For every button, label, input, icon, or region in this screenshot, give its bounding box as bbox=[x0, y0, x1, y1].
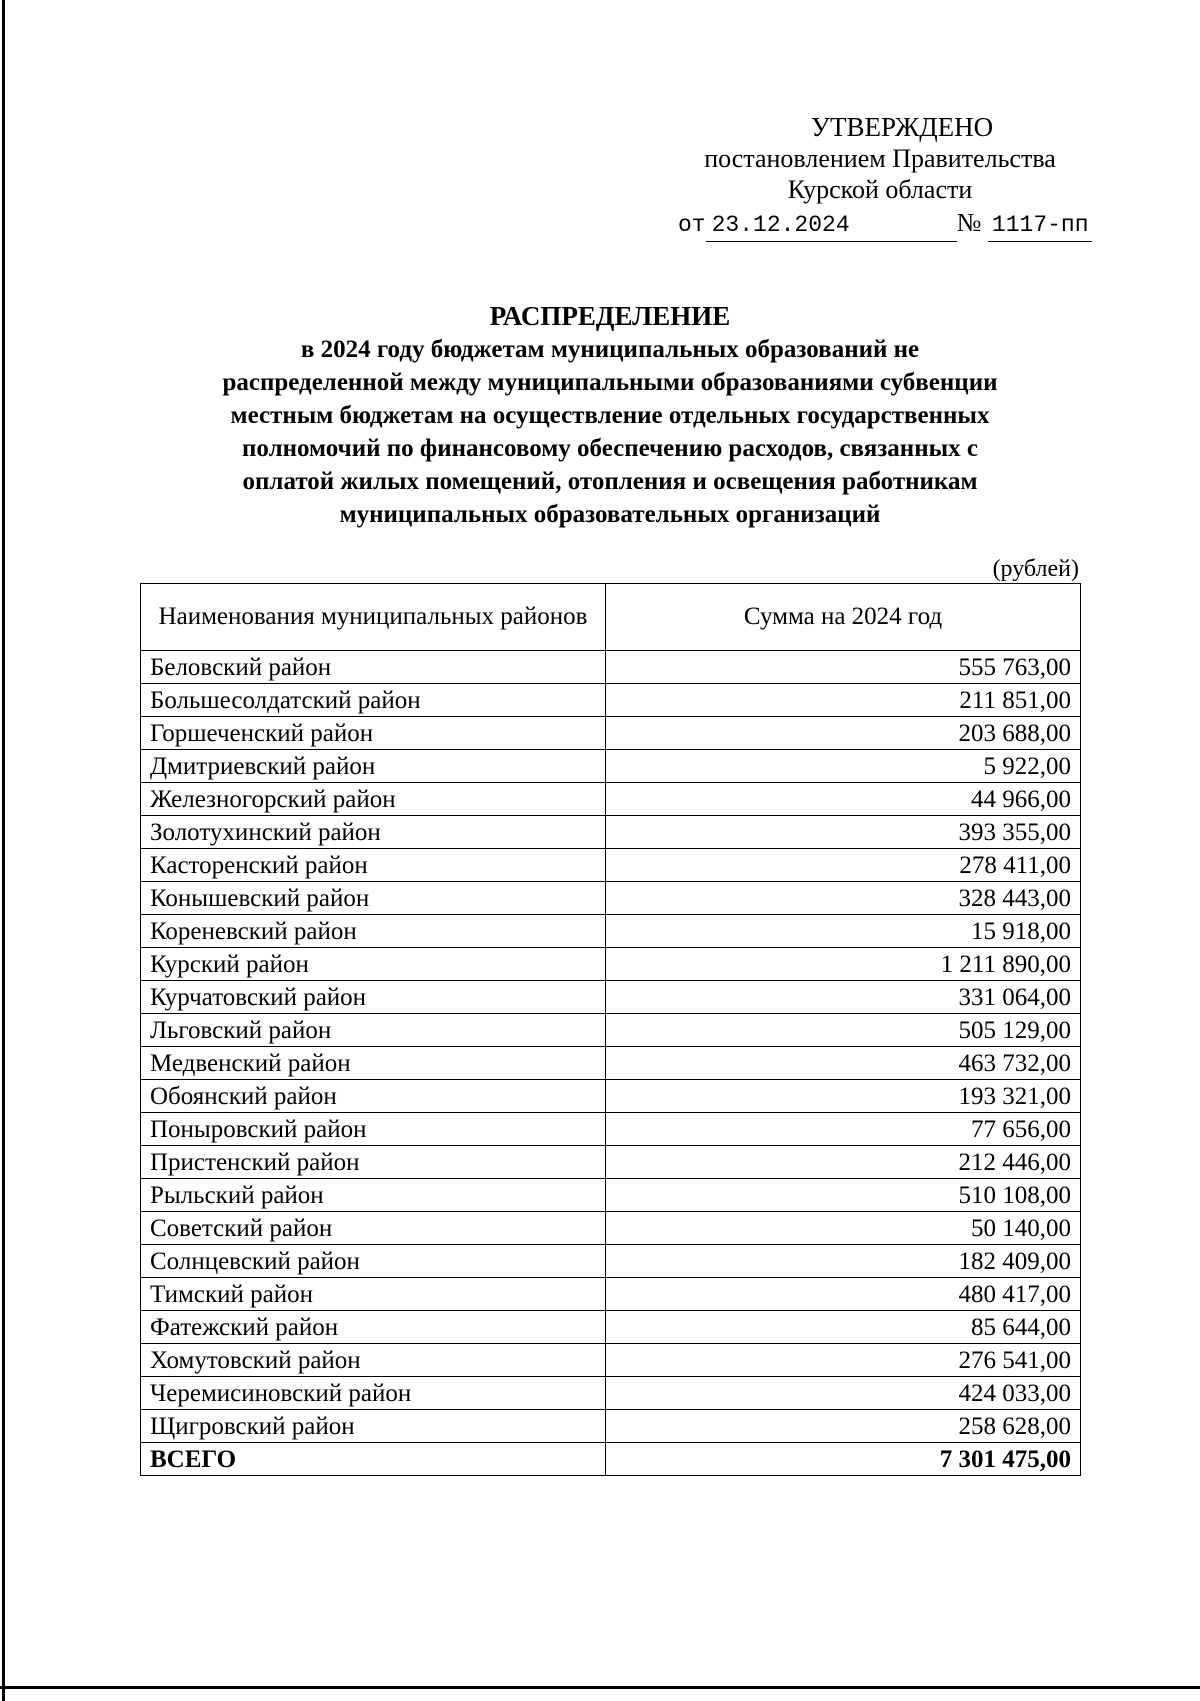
district-name-cell: Щигровский район bbox=[141, 1410, 606, 1443]
amount-cell: 15 918,00 bbox=[606, 915, 1081, 948]
number-prefix: № bbox=[956, 208, 982, 237]
district-name-cell: Беловский район bbox=[141, 651, 606, 684]
table-row bbox=[141, 651, 1081, 684]
total-label: ВСЕГО bbox=[141, 1443, 606, 1476]
table-row bbox=[141, 783, 1081, 816]
amount-cell: 1 211 890,00 bbox=[606, 948, 1081, 981]
title-line: полномочий по финансовому обеспечению расходов, связанных с bbox=[242, 435, 978, 462]
amount-cell: 85 644,00 bbox=[606, 1311, 1081, 1344]
district-name-cell: Горшеченский район bbox=[141, 717, 606, 750]
amount-cell: 424 033,00 bbox=[606, 1377, 1081, 1410]
amount-cell: 331 064,00 bbox=[606, 981, 1081, 1014]
table-row bbox=[141, 1410, 1081, 1443]
amount-cell: 278 411,00 bbox=[606, 849, 1081, 882]
district-name-cell: Золотухинский район bbox=[141, 816, 606, 849]
approval-issuer: постановлением Правительства bbox=[704, 144, 1056, 173]
district-name-cell: Фатежский район bbox=[141, 1311, 606, 1344]
district-name-cell: Кореневский район bbox=[141, 915, 606, 948]
table-row bbox=[141, 750, 1081, 783]
table-row bbox=[141, 1344, 1081, 1377]
district-name-cell: Конышевский район bbox=[141, 882, 606, 915]
district-name-cell: Солнцевский район bbox=[141, 1245, 606, 1278]
district-name-cell: Курчатовский район bbox=[141, 981, 606, 1014]
table-row bbox=[141, 1047, 1081, 1080]
amount-cell: 44 966,00 bbox=[606, 783, 1081, 816]
title-line: оплатой жилых помещений, отопления и освещения работникам bbox=[242, 468, 978, 495]
units-label: (рублей) bbox=[992, 556, 1079, 582]
table-row bbox=[141, 1080, 1081, 1113]
amount-cell: 211 851,00 bbox=[606, 684, 1081, 717]
document-date: 23.12.2024 bbox=[706, 210, 957, 242]
district-name-cell: Дмитриевский район bbox=[141, 750, 606, 783]
table-row bbox=[141, 1014, 1081, 1047]
amount-cell: 505 129,00 bbox=[606, 1014, 1081, 1047]
title-line: в 2024 году бюджетам муниципальных образований не bbox=[300, 336, 920, 363]
district-name-cell: Медвенский район bbox=[141, 1047, 606, 1080]
district-name-cell: Пристенский район bbox=[141, 1146, 606, 1179]
amount-cell: 77 656,00 bbox=[606, 1113, 1081, 1146]
amount-cell: 182 409,00 bbox=[606, 1245, 1081, 1278]
table-row bbox=[141, 915, 1081, 948]
table-row bbox=[141, 948, 1081, 981]
amount-cell: 555 763,00 bbox=[606, 651, 1081, 684]
title-line: местным бюджетам на осуществление отдельных государственных bbox=[230, 402, 990, 429]
amount-cell: 393 355,00 bbox=[606, 816, 1081, 849]
table-row bbox=[141, 1311, 1081, 1344]
date-prefix: от bbox=[678, 212, 706, 238]
district-name-cell: Рыльский район bbox=[141, 1179, 606, 1212]
table-row bbox=[141, 684, 1081, 717]
district-name-cell: Касторенский район bbox=[141, 849, 606, 882]
document-number: 1117-пп bbox=[988, 210, 1092, 242]
amount-cell: 258 628,00 bbox=[606, 1410, 1081, 1443]
total-amount: 7 301 475,00 bbox=[606, 1443, 1081, 1476]
approval-heading: УТВЕРЖДЕНО bbox=[810, 112, 994, 142]
table-row bbox=[141, 1179, 1081, 1212]
district-name-cell: Советский район bbox=[141, 1212, 606, 1245]
distribution-table bbox=[140, 583, 1081, 1476]
amount-cell: 5 922,00 bbox=[606, 750, 1081, 783]
amount-cell: 328 443,00 bbox=[606, 882, 1081, 915]
table-row bbox=[141, 1377, 1081, 1410]
title-line: муниципальных образовательных организаций bbox=[339, 501, 881, 528]
document-reference bbox=[678, 207, 1100, 242]
table-row bbox=[141, 717, 1081, 750]
district-name-cell: Льговский район bbox=[141, 1014, 606, 1047]
table-header-row bbox=[141, 584, 1081, 651]
district-name-cell: Тимский район bbox=[141, 1278, 606, 1311]
table-row bbox=[141, 849, 1081, 882]
header-amount: Сумма на 2024 год bbox=[606, 584, 1081, 651]
scan-edge-bottom bbox=[0, 1686, 1200, 1689]
amount-cell: 463 732,00 bbox=[606, 1047, 1081, 1080]
amount-cell: 193 321,00 bbox=[606, 1080, 1081, 1113]
district-name-cell: Большесолдатский район bbox=[141, 684, 606, 717]
table-row bbox=[141, 882, 1081, 915]
title-line: распределенной между муниципальными образованиями субвенции bbox=[222, 369, 998, 396]
amount-cell: 50 140,00 bbox=[606, 1212, 1081, 1245]
district-name-cell: Поныровский район bbox=[141, 1113, 606, 1146]
district-name-cell: Обоянский район bbox=[141, 1080, 606, 1113]
approval-stamp bbox=[660, 112, 1100, 242]
amount-cell: 203 688,00 bbox=[606, 717, 1081, 750]
table-row bbox=[141, 816, 1081, 849]
table-row bbox=[141, 1212, 1081, 1245]
table-row bbox=[141, 1245, 1081, 1278]
table-row bbox=[141, 1146, 1081, 1179]
amount-cell: 510 108,00 bbox=[606, 1179, 1081, 1212]
district-name-cell: Черемисиновский район bbox=[141, 1377, 606, 1410]
table-row bbox=[141, 1113, 1081, 1146]
approval-region: Курской области bbox=[787, 175, 973, 204]
header-district-name: Наименования муниципальных районов bbox=[141, 584, 606, 651]
district-name-cell: Курский район bbox=[141, 948, 606, 981]
amount-cell: 212 446,00 bbox=[606, 1146, 1081, 1179]
table-row bbox=[141, 981, 1081, 1014]
district-name-cell: Хомутовский район bbox=[141, 1344, 606, 1377]
table-row bbox=[141, 1278, 1081, 1311]
document-title bbox=[130, 300, 1090, 531]
district-name-cell: Железногорский район bbox=[141, 783, 606, 816]
title-main: РАСПРЕДЕЛЕНИЕ bbox=[489, 301, 731, 331]
scan-edge-left bbox=[2, 0, 5, 1701]
amount-cell: 276 541,00 bbox=[606, 1344, 1081, 1377]
total-row bbox=[141, 1443, 1081, 1476]
amount-cell: 480 417,00 bbox=[606, 1278, 1081, 1311]
